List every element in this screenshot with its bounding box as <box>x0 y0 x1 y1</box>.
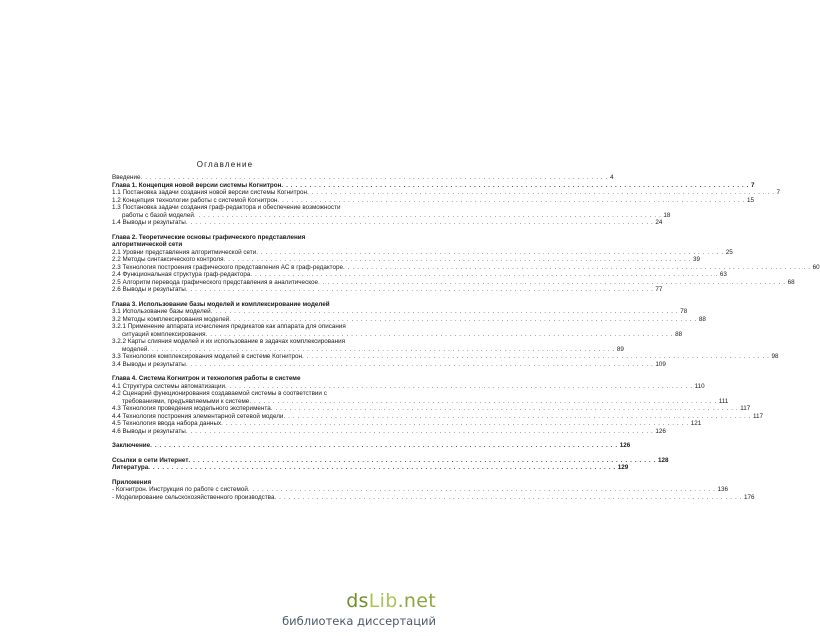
toc-entry: - Моделирование сельскохозяйственного производства . . . 176 <box>112 494 356 502</box>
logo-wordmark: dsLib.net <box>346 590 436 612</box>
toc-literature: Литература . . . 129 <box>112 464 356 472</box>
toc-entry: 2.3 Технология построения графического представления АС в граф-редакторе . . . 60 <box>112 264 356 272</box>
toc-entry: 4.2 Сценарий функционирования создаваемой системы в соответствии с <box>112 390 327 397</box>
toc-entry: 4.1 Структура системы автоматизации . . . 110 <box>112 383 356 391</box>
toc-chapter-2-cont: алгоритмической сети <box>112 241 183 248</box>
logo-subtitle: библиотека диссертаций <box>282 614 436 628</box>
toc-entry: 1.2 Концепция технологии работы с системой Когнитрон . . . 15 <box>112 197 356 205</box>
toc-appendix-title: Приложения <box>112 478 152 486</box>
toc-entry: 4.5 Технология ввода набора данных . . . 121 <box>112 420 356 428</box>
toc-entry: 1.3 Постановка задачи создания граф-редактора и обеспечение возможности <box>112 204 341 211</box>
toc-entry: 2.4 Функциональная структура граф-редактора . . . 63 <box>112 271 356 279</box>
dslib-watermark-logo <box>236 590 436 630</box>
toc-links: Ссылки в сети Интернет . . . 128 <box>112 457 356 465</box>
toc-entry: 2.5 Алгоритм перевода графического представления в аналитическое . . . 68 <box>112 279 356 287</box>
toc-entry: 4.4 Технология построения элементарной сетевой модели . . . 117 <box>112 413 356 421</box>
toc-entry: 3.1 Использование базы моделей . . . 78 <box>112 308 356 316</box>
toc-entry: 4.3 Технология проведения модельного эксперимента . . . 117 <box>112 405 356 413</box>
toc-chapter-3: Глава 3. Использование базы моделей и комплексирование моделей <box>112 300 330 308</box>
table-of-contents <box>112 174 820 501</box>
toc-chapter-1: Глава 1. Концепция новой версии системы Когнитрон . . . 7 <box>112 182 356 190</box>
toc-entry: 2.2 Методы синтаксического контроля . . . 39 <box>112 256 356 264</box>
toc-conclusion: Заключение . . . 126 <box>112 442 356 450</box>
toc-entry: моделей . . . 89 <box>112 346 356 354</box>
toc-chapter-2: Глава 2. Теоретические основы графического представления <box>112 233 306 241</box>
toc-title: Оглавление <box>196 160 254 169</box>
toc-entry: 1.4 Выводы и результаты . . . 24 <box>112 219 356 227</box>
toc-entry: 3.3 Технология комплексирования моделей в системе Когнитрон . . . 98 <box>112 353 356 361</box>
toc-entry: 3.2.2 Карты слияния моделей и их использование в задачах комплексирования <box>112 338 345 345</box>
toc-chapter-4: Глава 4. Система Когнитрон и технология работы в системе <box>112 375 301 382</box>
toc-entry: требованиями, предъявляемыми к системе . . . 111 <box>112 398 356 406</box>
toc-entry: Введение . . . 4 <box>112 174 356 182</box>
toc-entry: 3.4 Выводы и результаты . . . 109 <box>112 361 356 369</box>
toc-entry: работы с базой моделей . . . 18 <box>112 212 356 220</box>
toc-entry: 4.6 Выводы и результаты . . . 126 <box>112 428 356 436</box>
toc-entry: 3.2 Методы комплексирования моделей . . . 88 <box>112 316 356 324</box>
toc-entry: ситуаций комплексирования . . . 88 <box>112 331 356 339</box>
toc-entry: 3.2.1 Применение аппарата исчисления предикатов как аппарата для описания <box>112 323 346 330</box>
toc-entry: 2.1 Уровни представления алгоритмической сети . . . 25 <box>112 249 356 257</box>
toc-entry: - Когнитрон. Инструкция по работе с системой . . . 136 <box>112 486 356 494</box>
toc-entry: 2.6 Выводы и результаты . . . 77 <box>112 286 356 294</box>
toc-entry: 1.1 Постановка задачи создания новой версии системы Когнитрон . . . 7 <box>112 189 356 197</box>
